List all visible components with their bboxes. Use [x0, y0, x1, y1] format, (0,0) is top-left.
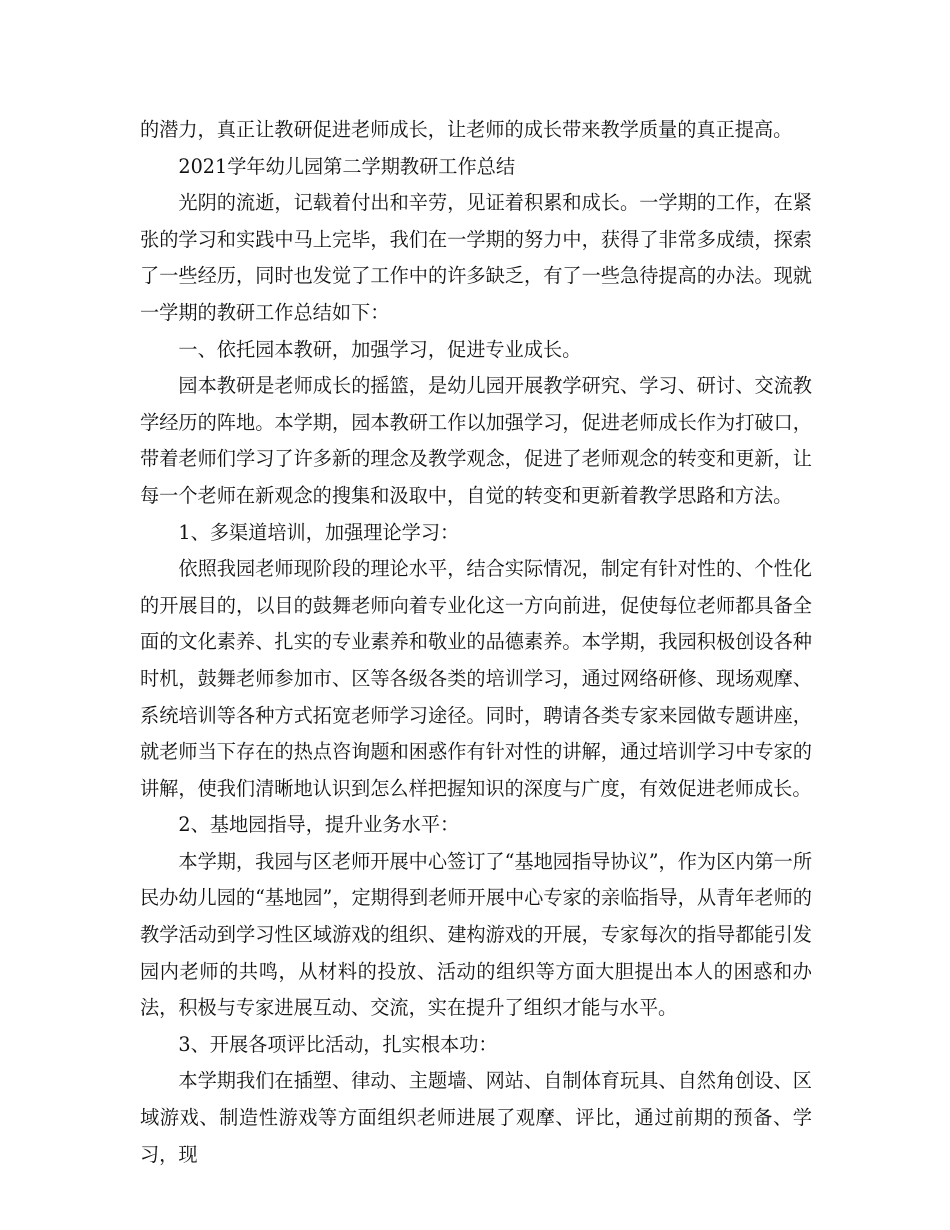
subheading-1: 1、多渠道培训，加强理论学习：: [178, 520, 460, 544]
paragraph-continuation: 的潜力，真正让教研促进老师成长，让老师的成长带来教学质量的真正提高。: [140, 118, 793, 141]
subheading-3: 3、开展各项评比活动，扎实根本功：: [178, 1032, 498, 1056]
paragraph-base-kindergarten: 本学期，我园与区老师开展中心签订了“基地园指导协议”，作为区内第一所民办幼儿园的“基地园”，定期得到老师开展中心专家的亲临指导，从青年老师的教学活动到学习性区域游戏的组织、建构游戏的开展，专家每次的指导都能引发园内老师的共鸣，从材料的投放、活动的组织等方面大胆提出本人的困惑和办法，积极与专家进展互动、交流，实在提升了组织才能与水平。: [140, 849, 813, 1020]
subheading-2: 2、基地园指导，提升业务水平：: [178, 813, 460, 837]
paragraph-section-1: 园本教研是老师成长的摇篮，是幼儿园开展教学研究、学习、研讨、交流教学经历的阵地。本学期，园本教研工作以加强学习，促进老师成长作为打破口，带着老师们学习了许多新的理念及教学观念，促进了老师观念的转变和更新，让每一个老师在新观念的搜集和汲取中，自觉的转变和更新着教学思路和方法。: [140, 374, 812, 507]
paragraph-training: 依照我园老师现阶段的理论水平，结合实际情况，制定有针对性的、个性化的开展目的，以目的鼓舞老师向着专业化这一方向前进，促使每位老师都具备全面的文化素养、扎实的专业素养和敬业的品德素养。本学期，我园积极创设各种时机，鼓舞老师参加市、区等各级各类的培训学习，通过网络研修、现场观摩、系统培训等各种方式拓宽老师学习途径。同时，聘请各类专家来园做专题讲座，就老师当下存在的热点咨询题和困惑作有针对性的讲解，通过培训学习中专家的讲解，使我们清晰地认识到怎么样把握知识的深度与广度，有效促进老师成长。: [140, 557, 812, 800]
paragraph-intro: 光阴的流逝，记载着付出和辛劳，见证着积累和成长。一学期的工作，在紧张的学习和实践中马上完毕，我们在一学期的努力中，获得了非常多成绩，探索了一些经历，同时也发觉了工作中的许多缺乏，有了一些急待提高的办法。现就一学期的教研工作总结如下：: [140, 191, 812, 324]
paragraph-evaluation: 本学期我们在插塑、律动、主题墙、网站、自制体育玩具、自然角创设、区域游戏、制造性游戏等方面组织老师进展了观摩、评比，通过前期的预备、学习，现: [140, 1069, 812, 1166]
document-heading: 2021学年幼儿园第二学期教研工作总结: [178, 154, 516, 178]
section-heading-1: 一、依托园本教研，加强学习，促进专业成长。: [178, 337, 582, 361]
document-body: [140, 112, 812, 1173]
